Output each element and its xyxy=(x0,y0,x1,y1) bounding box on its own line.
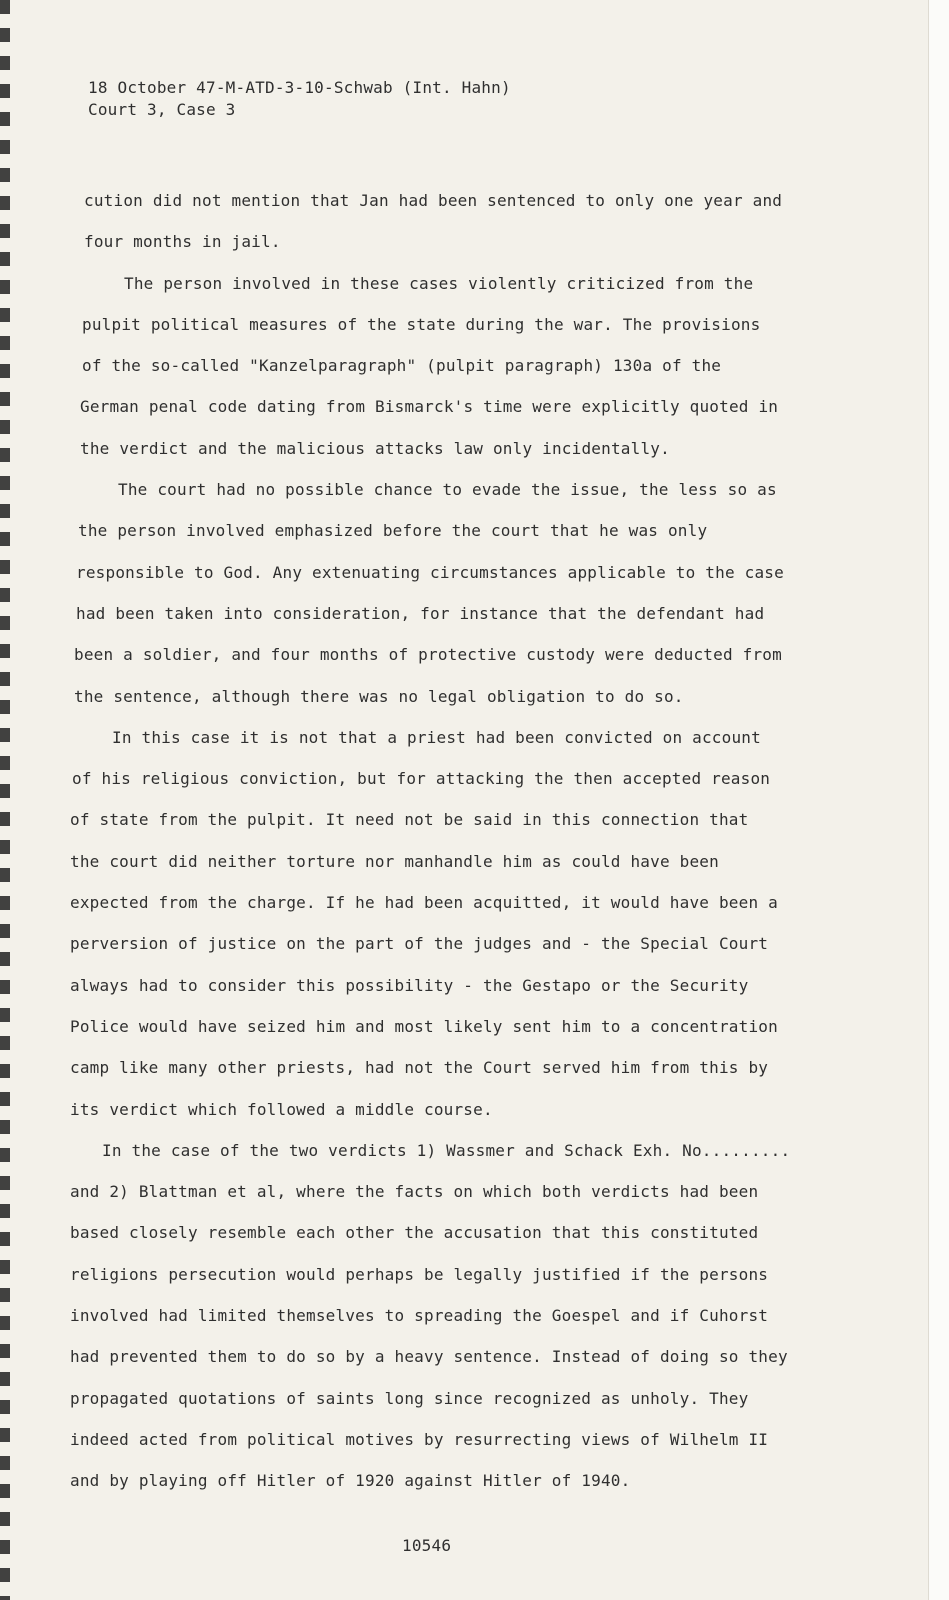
text-line: cution did not mention that Jan had been sentenced to only one year and xyxy=(84,191,783,210)
text-line: camp like many other priests, had not the Court served him from this by xyxy=(70,1058,769,1078)
document-header xyxy=(88,77,511,121)
text-line: the court did neither torture nor manhandle him as could have been xyxy=(70,851,719,871)
text-line: the verdict and the malicious attacks law only incidentally. xyxy=(80,438,670,458)
text-line: the person involved emphasized before the court that he was only xyxy=(78,521,708,541)
page-number: 10546 xyxy=(402,1536,452,1555)
text-line: Police would have seized him and most likely sent him to a concentration xyxy=(70,1016,778,1036)
text-line: of state from the pulpit. It need not be said in this connection that xyxy=(70,810,749,830)
text-line: indeed acted from political motives by resurrecting views of Wilhelm II xyxy=(70,1429,769,1449)
page-edge xyxy=(928,0,949,1600)
binding-edge xyxy=(0,0,10,1600)
text-line: four months in jail. xyxy=(84,232,281,252)
text-line: pulpit political measures of the state during the war. The provisions xyxy=(82,314,761,334)
text-line: based closely resemble each other the accusation that this constituted xyxy=(70,1223,759,1243)
text-line: been a soldier, and four months of protective custody were deducted from xyxy=(74,645,782,665)
document-body xyxy=(70,180,920,1502)
paragraph-first-line: The court had no possible chance to evade the issue, the less so as xyxy=(118,480,777,500)
text-line: had been taken into consideration, for instance that the defendant had xyxy=(76,603,765,623)
text-line: of his religious conviction, but for attacking the then accepted reason xyxy=(72,769,771,789)
text-line: German penal code dating from Bismarck's time were explicitly quoted in xyxy=(80,397,779,417)
header-date-reference: 18 October 47-M-ATD-3-10-Schwab (Int. Hahn) xyxy=(88,78,511,97)
text-line: perversion of justice on the part of the judges and - the Special Court xyxy=(70,934,769,954)
text-line: the sentence, although there was no legal obligation to do so. xyxy=(74,686,684,706)
text-line: propagated quotations of saints long since recognized as unholy. They xyxy=(70,1388,749,1408)
text-line: responsible to God. Any extenuating circumstances applicable to the case xyxy=(76,562,784,582)
text-line: its verdict which followed a middle course. xyxy=(70,1099,493,1119)
text-line: had prevented them to do so by a heavy sentence. Instead of doing so they xyxy=(70,1347,788,1367)
text-line: and 2) Blattman et al, where the facts on which both verdicts had been xyxy=(70,1182,759,1202)
header-court-case: Court 3, Case 3 xyxy=(88,100,236,119)
text-line: and by playing off Hitler of 1920 against Hitler of 1940. xyxy=(70,1471,631,1491)
paragraph-first-line: The person involved in these cases violently criticized from the xyxy=(124,273,754,293)
text-line: of the so-called "Kanzelparagraph" (pulpit paragraph) 130a of the xyxy=(82,356,722,376)
text-line: involved had limited themselves to spreading the Goespel and if Cuhorst xyxy=(70,1306,769,1326)
text-line: religions persecution would perhaps be legally justified if the persons xyxy=(70,1264,769,1284)
paragraph-first-line: In this case it is not that a priest had been convicted on account xyxy=(112,727,761,747)
text-line: expected from the charge. If he had been acquitted, it would have been a xyxy=(70,893,778,913)
paragraph-first-line: In the case of the two verdicts 1) Wassmer and Schack Exh. No......... xyxy=(102,1140,791,1160)
text-line: always had to consider this possibility - the Gestapo or the Security xyxy=(70,975,749,995)
